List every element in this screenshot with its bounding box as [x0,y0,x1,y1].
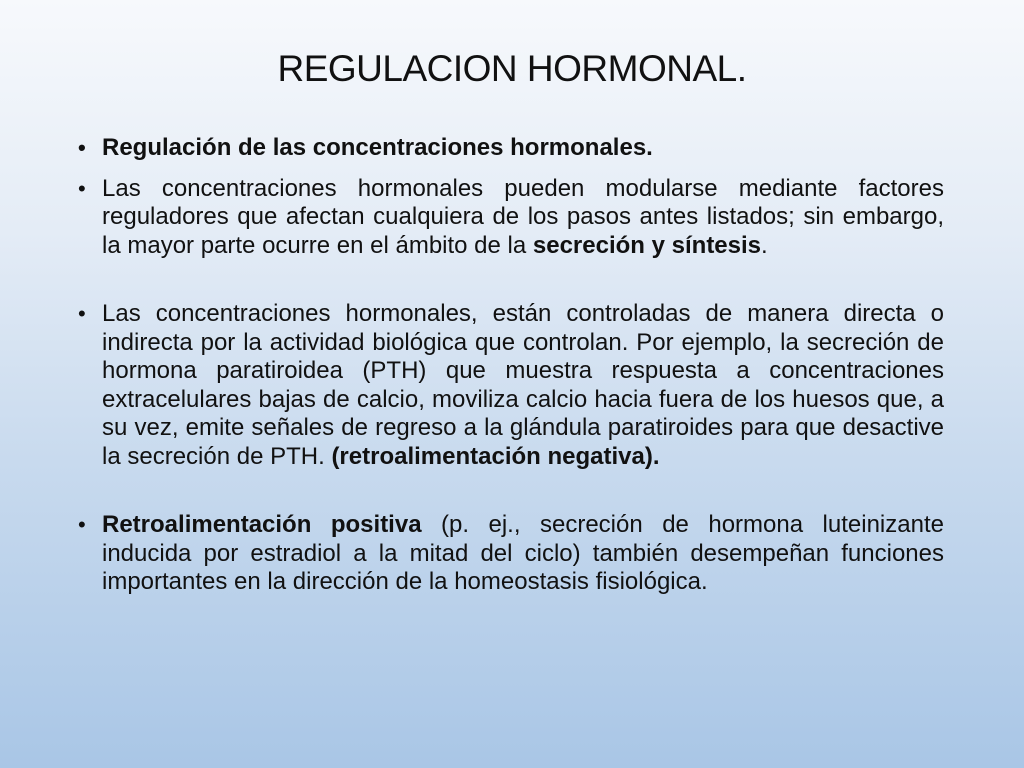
bullet-text: Las concentraciones hormonales pueden modularse mediante factores reguladores que afectan cualquiera de los pasos antes listados; sin embargo, la mayor parte ocurre en el ámbito de la [102,174,944,259]
bullet-dot-icon: • [78,175,86,201]
bullet-bold-text: secreción y síntesis [532,231,762,259]
bullet-text: (p. ej., secreción de hormona luteinizante inducida por estradiol a la mitad del ciclo) también desempeñan funciones importantes en la dirección de la homeostasis fisiológica. [102,511,944,595]
bullet-dot-icon: • [78,301,86,326]
bullet-bold-text: (retroalimentación negativa). [331,442,660,470]
slide-title: REGULACION HORMONAL. [277,48,747,89]
bullet-tail-text: . [761,231,768,259]
bullet-dot-icon: • [78,512,86,537]
bullet-item-1 [78,134,944,163]
bullet-item-4 [78,511,944,597]
bullet-dot-icon: • [78,135,86,160]
bullet-list [78,134,944,597]
bullet-bold-text: Retroalimentación positiva [102,511,422,538]
bullet-text: Regulación de las concentraciones hormonales. [102,134,653,161]
bullet-item-2 [78,175,944,261]
bullet-text: Las concentraciones hormonales, están controladas de manera directa o indirecta por la actividad biológica que controlan. Por ejemplo, la secreción de hormona paratiroidea (PTH) que muestra respuesta a concentraciones extracelulares bajas de calcio, moviliza calcio hacia fuera de los huesos que, a su vez, emite señales de regreso a la glándula paratiroides para que desactive la secreción de PTH. [102,300,944,470]
bullet-item-3 [78,300,944,471]
